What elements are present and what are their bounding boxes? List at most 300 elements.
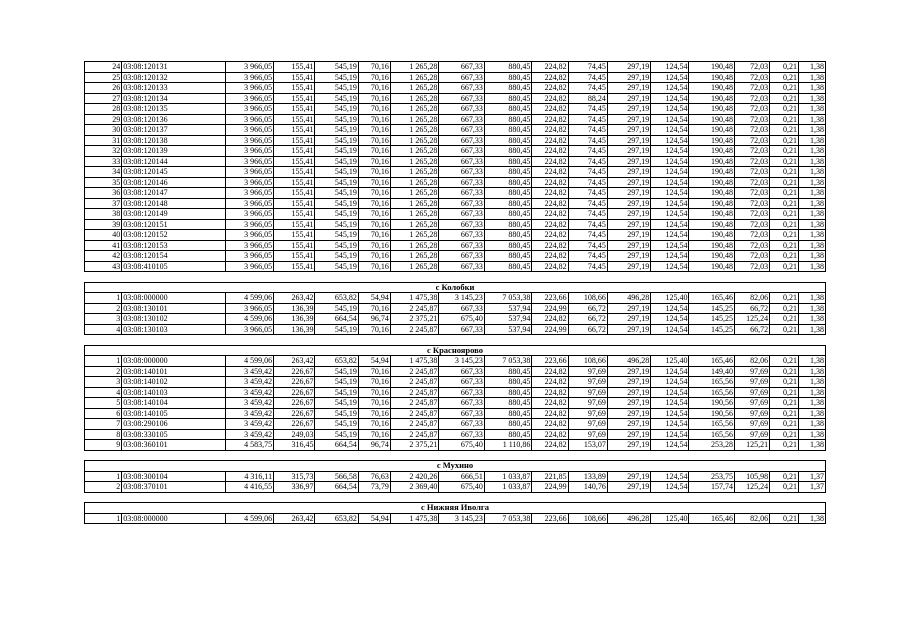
value-cell: 3 966,05 [225, 62, 274, 73]
spacer-cell [315, 272, 358, 283]
value-cell: 124,54 [651, 62, 689, 73]
value-cell: 155,41 [274, 125, 315, 136]
table-row [85, 356, 826, 367]
value-cell: 297,19 [607, 62, 650, 73]
value-cell: 72,03 [734, 198, 769, 209]
value-cell: 3 459,42 [225, 429, 274, 440]
value-cell: 124,54 [651, 198, 689, 209]
value-cell: 221,85 [532, 471, 568, 482]
value-cell: 124,54 [651, 261, 689, 272]
value-cell: 190,56 [689, 408, 734, 419]
value-cell: 224,82 [532, 314, 568, 325]
value-cell: 72,03 [734, 83, 769, 94]
value-cell: 66,72 [734, 303, 769, 314]
value-cell: 4 583,75 [225, 440, 274, 451]
value-cell: 7 053,38 [484, 293, 532, 304]
table-row [85, 303, 826, 314]
value-cell: 3 459,42 [225, 419, 274, 430]
row-number: 32 [85, 146, 122, 157]
value-cell: 1,38 [798, 513, 825, 524]
cadastral-code: 03:08:120138 [122, 135, 225, 146]
value-cell: 667,33 [439, 146, 484, 157]
spacer-cell [798, 450, 825, 461]
row-number: 1 [85, 513, 122, 524]
value-cell: 74,45 [568, 209, 607, 220]
value-cell: 667,33 [439, 156, 484, 167]
value-cell: 1,38 [798, 188, 825, 199]
value-cell: 190,48 [689, 198, 734, 209]
value-cell: 1 265,28 [390, 135, 439, 146]
spacer-cell [770, 272, 799, 283]
value-cell: 190,48 [689, 125, 734, 136]
value-cell: 140,76 [568, 482, 607, 493]
table-row [85, 261, 826, 272]
value-cell: 667,33 [439, 177, 484, 188]
value-cell: 0,21 [770, 72, 799, 83]
value-cell: 3 966,05 [225, 198, 274, 209]
table-row [85, 293, 826, 304]
value-cell: 253,75 [689, 471, 734, 482]
table-row [85, 219, 826, 230]
value-cell: 70,16 [358, 188, 390, 199]
value-cell: 224,82 [532, 83, 568, 94]
value-cell: 155,41 [274, 261, 315, 272]
value-cell: 145,25 [689, 303, 734, 314]
value-cell: 70,16 [358, 104, 390, 115]
value-cell: 1,38 [798, 209, 825, 220]
value-cell: 0,21 [770, 104, 799, 115]
value-cell: 1,38 [798, 303, 825, 314]
spacer-cell [390, 272, 439, 283]
value-cell: 1 265,28 [390, 251, 439, 262]
value-cell: 880,45 [484, 198, 532, 209]
row-number: 1 [85, 293, 122, 304]
table-row [85, 482, 826, 493]
value-cell: 0,21 [770, 398, 799, 409]
value-cell: 97,69 [568, 366, 607, 377]
value-cell: 667,33 [439, 429, 484, 440]
value-cell: 224,82 [532, 156, 568, 167]
section-title: с Колобки [85, 282, 826, 293]
spacer-cell [607, 335, 650, 346]
value-cell: 3 966,05 [225, 219, 274, 230]
tariff-table [84, 61, 826, 524]
value-cell: 1 265,28 [390, 230, 439, 241]
value-cell: 70,16 [358, 135, 390, 146]
value-cell: 1,38 [798, 125, 825, 136]
value-cell: 1,38 [798, 261, 825, 272]
value-cell: 226,67 [274, 419, 315, 430]
value-cell: 155,41 [274, 156, 315, 167]
row-number: 28 [85, 104, 122, 115]
value-cell: 1 265,28 [390, 240, 439, 251]
value-cell: 124,54 [651, 366, 689, 377]
spacer-cell [532, 492, 568, 503]
value-cell: 190,48 [689, 104, 734, 115]
value-cell: 124,54 [651, 188, 689, 199]
value-cell: 54,94 [358, 293, 390, 304]
section-header-row [85, 282, 826, 293]
value-cell: 124,54 [651, 429, 689, 440]
value-cell: 224,82 [532, 408, 568, 419]
row-number: 37 [85, 198, 122, 209]
spacer-cell [225, 272, 274, 283]
value-cell: 297,19 [607, 251, 650, 262]
value-cell: 3 966,05 [225, 261, 274, 272]
row-number: 4 [85, 387, 122, 398]
value-cell: 97,69 [568, 377, 607, 388]
value-cell: 165,56 [689, 429, 734, 440]
value-cell: 1,38 [798, 146, 825, 157]
value-cell: 224,82 [532, 135, 568, 146]
value-cell: 545,19 [315, 429, 358, 440]
table-body [85, 62, 826, 524]
table-row [85, 429, 826, 440]
value-cell: 496,28 [607, 356, 650, 367]
table-row [85, 513, 826, 524]
value-cell: 263,42 [274, 293, 315, 304]
value-cell: 1 265,28 [390, 72, 439, 83]
value-cell: 124,54 [651, 251, 689, 262]
value-cell: 0,21 [770, 146, 799, 157]
value-cell: 0,21 [770, 261, 799, 272]
value-cell: 190,48 [689, 209, 734, 220]
value-cell: 70,16 [358, 377, 390, 388]
spacer-cell [122, 272, 225, 283]
value-cell: 0,21 [770, 513, 799, 524]
table-row [85, 366, 826, 377]
value-cell: 125,21 [734, 440, 769, 451]
table-row [85, 135, 826, 146]
value-cell: 880,45 [484, 209, 532, 220]
value-cell: 667,33 [439, 125, 484, 136]
table-row [85, 198, 826, 209]
value-cell: 297,19 [607, 440, 650, 451]
value-cell: 124,54 [651, 398, 689, 409]
cadastral-code: 03:08:290106 [122, 419, 225, 430]
value-cell: 124,54 [651, 219, 689, 230]
value-cell: 190,56 [689, 398, 734, 409]
value-cell: 70,16 [358, 167, 390, 178]
value-cell: 653,82 [315, 356, 358, 367]
value-cell: 297,19 [607, 198, 650, 209]
table-row [85, 440, 826, 451]
section-header-row [85, 345, 826, 356]
value-cell: 537,94 [484, 324, 532, 335]
row-number: 9 [85, 440, 122, 451]
table-row [85, 125, 826, 136]
spacer-cell [358, 492, 390, 503]
value-cell: 0,21 [770, 188, 799, 199]
value-cell: 1 265,28 [390, 209, 439, 220]
value-cell: 1 265,28 [390, 114, 439, 125]
value-cell: 224,82 [532, 440, 568, 451]
value-cell: 667,33 [439, 419, 484, 430]
value-cell: 82,06 [734, 356, 769, 367]
value-cell: 545,19 [315, 104, 358, 115]
value-cell: 165,56 [689, 377, 734, 388]
value-cell: 70,16 [358, 125, 390, 136]
value-cell: 297,19 [607, 209, 650, 220]
value-cell: 155,41 [274, 135, 315, 146]
value-cell: 190,48 [689, 230, 734, 241]
cadastral-code: 03:08:120149 [122, 209, 225, 220]
table-row [85, 188, 826, 199]
spacer-cell [315, 450, 358, 461]
value-cell: 224,82 [532, 398, 568, 409]
cadastral-code: 03:08:120147 [122, 188, 225, 199]
value-cell: 545,19 [315, 230, 358, 241]
table-row [85, 471, 826, 482]
value-cell: 3 145,23 [439, 513, 484, 524]
cadastral-code: 03:08:300104 [122, 471, 225, 482]
value-cell: 3 459,42 [225, 408, 274, 419]
value-cell: 124,54 [651, 104, 689, 115]
value-cell: 297,19 [607, 104, 650, 115]
value-cell: 3 966,05 [225, 177, 274, 188]
value-cell: 3 966,05 [225, 167, 274, 178]
value-cell: 1,38 [798, 324, 825, 335]
value-cell: 3 966,05 [225, 135, 274, 146]
value-cell: 70,16 [358, 398, 390, 409]
cadastral-code: 03:08:120154 [122, 251, 225, 262]
value-cell: 880,45 [484, 156, 532, 167]
cadastral-code: 03:08:130102 [122, 314, 225, 325]
value-cell: 880,45 [484, 387, 532, 398]
value-cell: 224,82 [532, 251, 568, 262]
spacer-cell [358, 450, 390, 461]
value-cell: 1 265,28 [390, 93, 439, 104]
value-cell: 223,66 [532, 293, 568, 304]
value-cell: 224,82 [532, 419, 568, 430]
value-cell: 155,41 [274, 251, 315, 262]
value-cell: 545,19 [315, 188, 358, 199]
value-cell: 124,54 [651, 72, 689, 83]
value-cell: 1,38 [798, 440, 825, 451]
value-cell: 70,16 [358, 146, 390, 157]
value-cell: 0,21 [770, 251, 799, 262]
value-cell: 0,21 [770, 125, 799, 136]
value-cell: 224,82 [532, 230, 568, 241]
table-row [85, 177, 826, 188]
spacer-cell [734, 450, 769, 461]
value-cell: 74,45 [568, 83, 607, 94]
spacer-cell [439, 335, 484, 346]
value-cell: 190,48 [689, 93, 734, 104]
spacer-row [85, 450, 826, 461]
value-cell: 0,21 [770, 482, 799, 493]
value-cell: 297,19 [607, 167, 650, 178]
value-cell: 297,19 [607, 324, 650, 335]
row-number: 1 [85, 471, 122, 482]
value-cell: 224,82 [532, 62, 568, 73]
value-cell: 675,40 [439, 440, 484, 451]
value-cell: 72,03 [734, 114, 769, 125]
section-header-row [85, 503, 826, 514]
value-cell: 545,19 [315, 377, 358, 388]
value-cell: 224,82 [532, 219, 568, 230]
value-cell: 136,39 [274, 314, 315, 325]
value-cell: 155,41 [274, 188, 315, 199]
value-cell: 70,16 [358, 408, 390, 419]
value-cell: 880,45 [484, 93, 532, 104]
cadastral-code: 03:08:410105 [122, 261, 225, 272]
table-row [85, 209, 826, 220]
value-cell: 72,03 [734, 209, 769, 220]
value-cell: 74,45 [568, 230, 607, 241]
cadastral-code: 03:08:000000 [122, 293, 225, 304]
cadastral-code: 03:08:120152 [122, 230, 225, 241]
value-cell: 2 420,26 [390, 471, 439, 482]
value-cell: 70,16 [358, 387, 390, 398]
cadastral-code: 03:08:120135 [122, 104, 225, 115]
value-cell: 880,45 [484, 146, 532, 157]
row-number: 43 [85, 261, 122, 272]
spacer-cell [770, 335, 799, 346]
value-cell: 1,38 [798, 314, 825, 325]
spacer-cell [122, 335, 225, 346]
spacer-cell [798, 335, 825, 346]
spacer-cell [122, 450, 225, 461]
value-cell: 1 265,28 [390, 156, 439, 167]
value-cell: 297,19 [607, 303, 650, 314]
cadastral-code: 03:08:120134 [122, 93, 225, 104]
value-cell: 880,45 [484, 72, 532, 83]
value-cell: 124,54 [651, 482, 689, 493]
spacer-cell [225, 335, 274, 346]
value-cell: 133,89 [568, 471, 607, 482]
value-cell: 70,16 [358, 230, 390, 241]
value-cell: 667,33 [439, 209, 484, 220]
value-cell: 667,33 [439, 366, 484, 377]
value-cell: 880,45 [484, 398, 532, 409]
value-cell: 297,19 [607, 387, 650, 398]
value-cell: 124,54 [651, 156, 689, 167]
row-number: 33 [85, 156, 122, 167]
cadastral-code: 03:08:330105 [122, 429, 225, 440]
row-number: 5 [85, 398, 122, 409]
value-cell: 545,19 [315, 419, 358, 430]
spacer-cell [390, 335, 439, 346]
value-cell: 124,54 [651, 230, 689, 241]
spacer-cell [770, 450, 799, 461]
value-cell: 545,19 [315, 209, 358, 220]
value-cell: 223,66 [532, 513, 568, 524]
value-cell: 2 245,87 [390, 398, 439, 409]
row-number: 42 [85, 251, 122, 262]
table-row [85, 387, 826, 398]
section-title: с Нижняя Иволга [85, 503, 826, 514]
value-cell: 545,19 [315, 72, 358, 83]
value-cell: 224,82 [532, 167, 568, 178]
value-cell: 165,46 [689, 293, 734, 304]
value-cell: 1,38 [798, 398, 825, 409]
section-title: с Мухино [85, 461, 826, 472]
value-cell: 72,03 [734, 219, 769, 230]
value-cell: 545,19 [315, 387, 358, 398]
value-cell: 667,33 [439, 62, 484, 73]
value-cell: 0,21 [770, 356, 799, 367]
value-cell: 880,45 [484, 251, 532, 262]
spacer-cell [85, 450, 122, 461]
value-cell: 74,45 [568, 104, 607, 115]
value-cell: 153,07 [568, 440, 607, 451]
value-cell: 297,19 [607, 72, 650, 83]
spacer-cell [532, 335, 568, 346]
spacer-cell [85, 272, 122, 283]
value-cell: 1,38 [798, 387, 825, 398]
value-cell: 297,19 [607, 230, 650, 241]
spacer-cell [568, 450, 607, 461]
value-cell: 7 053,38 [484, 513, 532, 524]
value-cell: 124,54 [651, 125, 689, 136]
value-cell: 155,41 [274, 72, 315, 83]
table-row [85, 114, 826, 125]
value-cell: 70,16 [358, 93, 390, 104]
table-row [85, 419, 826, 430]
value-cell: 0,21 [770, 324, 799, 335]
cadastral-code: 03:08:140105 [122, 408, 225, 419]
value-cell: 0,21 [770, 408, 799, 419]
value-cell: 880,45 [484, 104, 532, 115]
value-cell: 155,41 [274, 240, 315, 251]
value-cell: 72,03 [734, 62, 769, 73]
value-cell: 3 966,05 [225, 240, 274, 251]
row-number: 2 [85, 303, 122, 314]
cadastral-code: 03:08:120146 [122, 177, 225, 188]
value-cell: 1,38 [798, 356, 825, 367]
row-number: 8 [85, 429, 122, 440]
value-cell: 2 375,21 [390, 440, 439, 451]
value-cell: 2 245,87 [390, 324, 439, 335]
value-cell: 3 966,05 [225, 83, 274, 94]
value-cell: 880,45 [484, 366, 532, 377]
value-cell: 74,45 [568, 188, 607, 199]
value-cell: 3 459,42 [225, 387, 274, 398]
row-number: 3 [85, 377, 122, 388]
value-cell: 3 966,05 [225, 72, 274, 83]
cadastral-code: 03:08:360101 [122, 440, 225, 451]
value-cell: 70,16 [358, 209, 390, 220]
value-cell: 0,21 [770, 114, 799, 125]
value-cell: 297,19 [607, 125, 650, 136]
value-cell: 190,48 [689, 135, 734, 146]
spacer-cell [315, 335, 358, 346]
value-cell: 2 245,87 [390, 429, 439, 440]
value-cell: 165,46 [689, 513, 734, 524]
value-cell: 880,45 [484, 62, 532, 73]
value-cell: 297,19 [607, 83, 650, 94]
value-cell: 3 966,05 [225, 251, 274, 262]
value-cell: 3 145,23 [439, 356, 484, 367]
value-cell: 545,19 [315, 167, 358, 178]
value-cell: 190,48 [689, 167, 734, 178]
value-cell: 297,19 [607, 408, 650, 419]
table-row [85, 146, 826, 157]
value-cell: 155,41 [274, 209, 315, 220]
value-cell: 70,16 [358, 324, 390, 335]
row-number: 31 [85, 135, 122, 146]
value-cell: 675,40 [439, 482, 484, 493]
value-cell: 124,54 [651, 314, 689, 325]
value-cell: 224,99 [532, 303, 568, 314]
value-cell: 97,69 [734, 398, 769, 409]
value-cell: 1 033,87 [484, 482, 532, 493]
value-cell: 1,38 [798, 167, 825, 178]
row-number: 38 [85, 209, 122, 220]
value-cell: 297,19 [607, 471, 650, 482]
value-cell: 0,21 [770, 387, 799, 398]
